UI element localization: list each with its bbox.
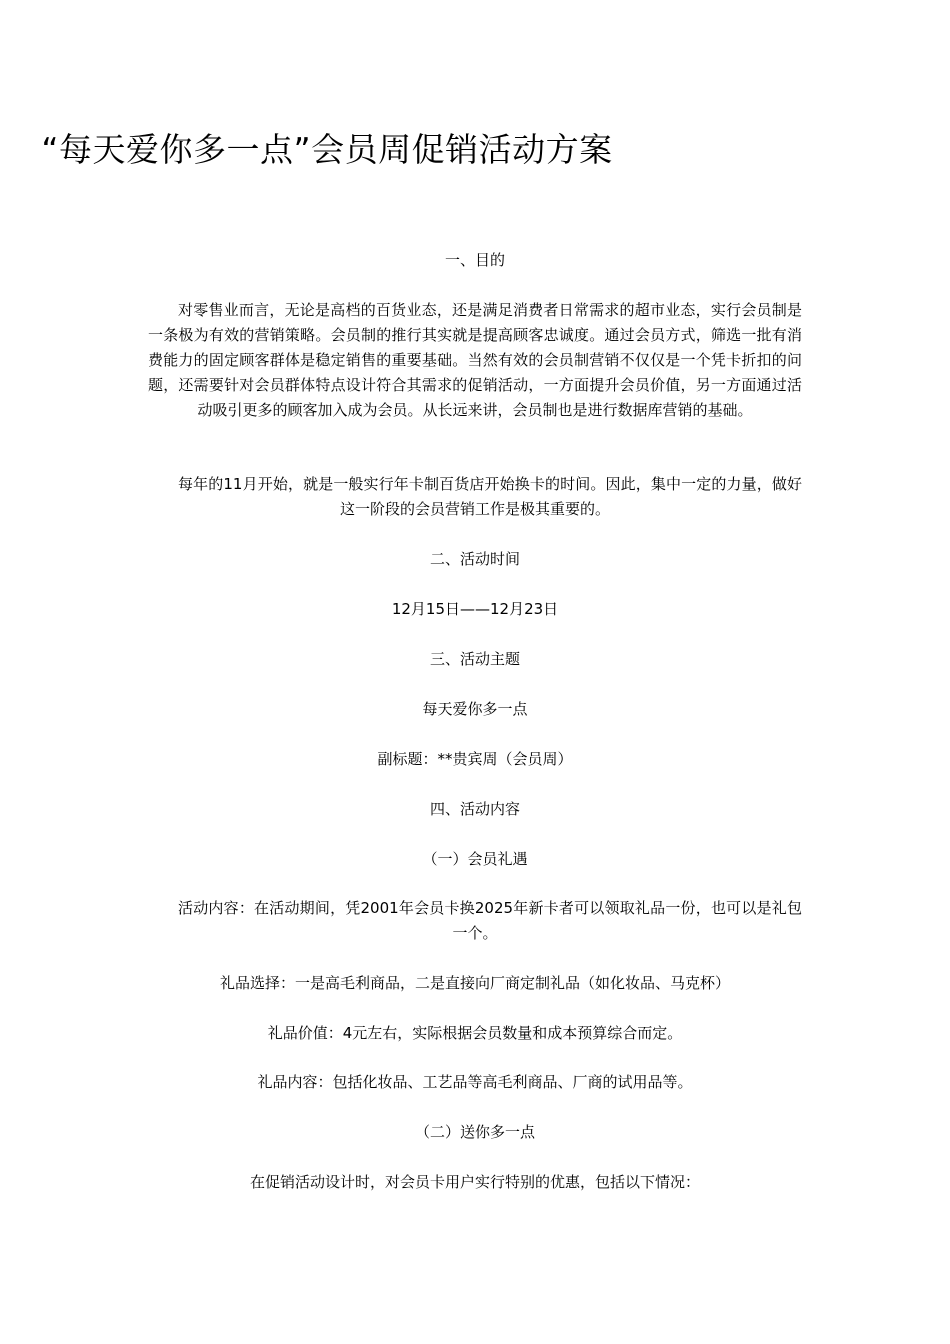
subsection-send-more: （二）送你多一点 <box>414 1123 535 1141</box>
section-heading-content: 四、活动内容 <box>429 800 520 818</box>
activity-subtitle: 副标题：**贵宾周（会员周） <box>377 750 573 768</box>
gift-value: 礼品价值：4元左右，实际根据会员数量和成本预算综合而定。 <box>267 1024 683 1042</box>
purpose-paragraph-1: 对零售业而言，无论是高档的百货业态，还是满足消费者日常需求的超市业态，实行会员制是一条极为有效的营销策略。会员制的推行其实就是提高顾客忠诚度。通过会员方式，筛选一批有消费能力的固定顾客群体是稳定销售的重要基础。当然有效的会员制营销不仅仅是一个凭卡折扣的问题，还需要针对会员群体特点设计符合其需求的促销活动，一方面提升会员价值，另一方面通过活动吸引更多的顾客加入成为会员。从长远来讲，会员制也是进行数据库营销的基础。 <box>148 301 802 419</box>
subsection-member-gift: （一）会员礼遇 <box>422 850 528 868</box>
gift-content: 礼品内容：包括化妆品、工艺品等高毛利商品、厂商的试用品等。 <box>257 1073 693 1091</box>
section-heading-theme: 三、活动主题 <box>429 650 520 668</box>
send-more-intro: 在促销活动设计时，对会员卡用户实行特别的优惠，包括以下情况： <box>249 1173 700 1191</box>
member-gift-content: 活动内容：在活动期间，凭2001年会员卡换2025年新卡者可以领取礼品一份，也可以是礼包一个。 <box>178 899 802 942</box>
purpose-paragraph-2: 每年的11月开始，就是一般实行年卡制百货店开始换卡的时间。因此，集中一定的力量，做好这一阶段的会员营销工作是极其重要的。 <box>178 475 802 518</box>
activity-theme: 每天爱你多一点 <box>422 700 528 718</box>
section-heading-purpose: 一、目的 <box>444 251 505 269</box>
section-heading-time: 二、活动时间 <box>429 550 520 568</box>
document-title: “每天爱你多一点”会员周促销活动方案 <box>41 130 613 169</box>
activity-dates: 12月15日——12月23日 <box>391 600 559 618</box>
gift-choice: 礼品选择：一是高毛利商品，二是直接向厂商定制礼品（如化妆品、马克杯） <box>219 974 730 992</box>
